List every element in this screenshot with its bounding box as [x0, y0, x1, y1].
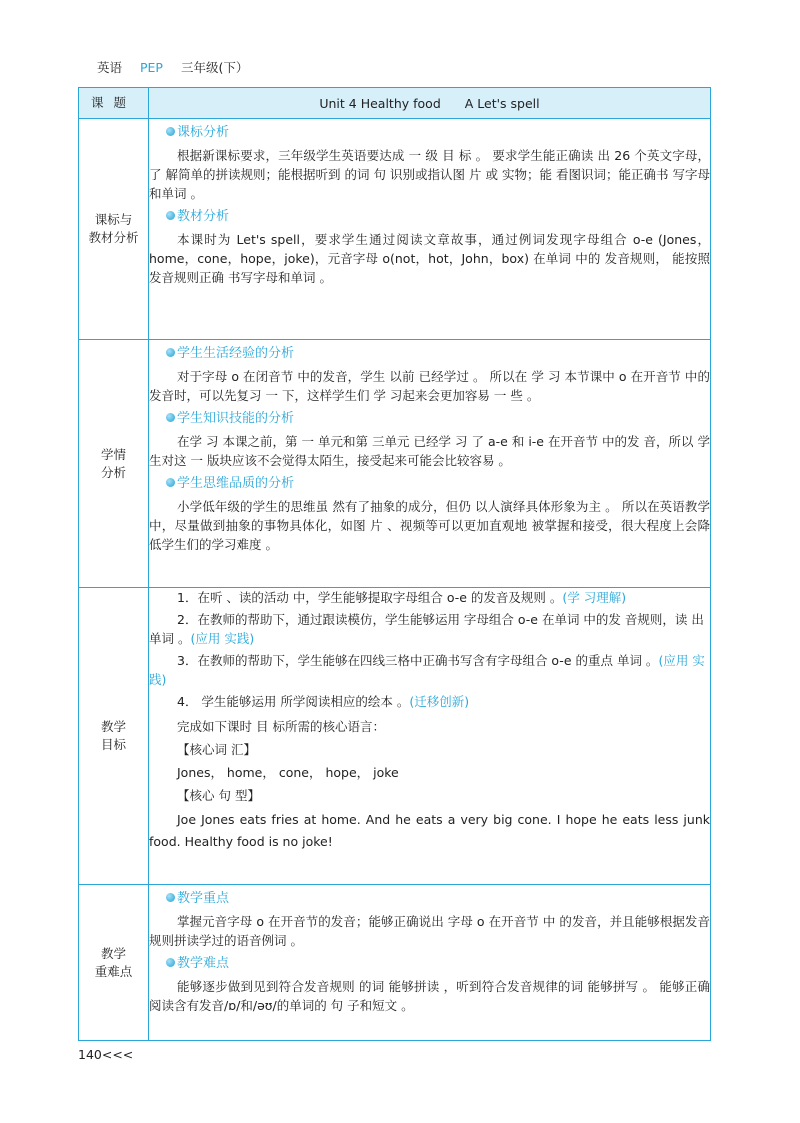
- subject: 英语: [97, 60, 123, 75]
- title-unit: Unit 4 Healthy food: [319, 95, 441, 111]
- sentence-label: 【核心 句 型】: [177, 788, 260, 803]
- objective-item: 3．在教师的帮助下，学生能够在四线三格中正确书写含有字母组合 o-e 的重点 单词 。(应用 实践): [149, 653, 705, 687]
- title-part: A Let's spell: [464, 95, 540, 111]
- section-heading: 学生知识技能的分析: [177, 409, 710, 428]
- curriculum-content: [149, 119, 711, 340]
- section-heading: 学生生活经验的分析: [177, 344, 710, 363]
- edition: PEP: [140, 60, 163, 75]
- section-heading: 教学难点: [177, 954, 710, 973]
- section-heading: 教材分析: [177, 207, 710, 226]
- curriculum-row: [79, 119, 711, 340]
- row-label-objectives: 教学 目标: [79, 588, 149, 885]
- title-label: 课题: [79, 88, 149, 119]
- sentence-list: Joe Jones eats fries at home. And he eats a very big cone. I hope he eats less junk food. Healthy food is no joke!: [149, 812, 710, 849]
- learner-content: [149, 340, 711, 588]
- objective-item: 4． 学生能够运用 所学阅读相应的绘本 。(迁移创新): [177, 694, 470, 709]
- section-heading: 课标分析: [177, 123, 710, 142]
- vocab-list: Jones， home， cone， hope， joke: [177, 765, 399, 780]
- row-label-learner: 学情 分析: [79, 340, 149, 588]
- lesson-plan-table: [78, 87, 711, 1041]
- title-row: [79, 88, 711, 119]
- objective-tag: (学 习理解): [562, 590, 627, 605]
- section-paragraph: 本课时为 Let's spell，要求学生通过阅读文章故事，通过例词发现字母组合 o-e (Jones，home，cone，hope，joke)，元音字母 o(not，hot，John，box) 在单词 中的 发音规则， 能按照发音规则正确 书写字母和单词 。: [149, 232, 710, 285]
- row-label-key-points: 教学 重难点: [79, 885, 149, 1041]
- key-points-content: [149, 885, 711, 1041]
- learner-row: [79, 340, 711, 588]
- grade: 三年级(下）: [180, 60, 249, 75]
- section-paragraph: 小学低年级的学生的思维虽 然有了抽象的成分，但仍 以人演绎具体形象为主 。 所以在英语教学中，尽量做到抽象的事物具体化，如图 片 、视频等可以更加直观地 被掌握和接受，很大程度上会降低学生们的学习难度 。: [149, 499, 710, 552]
- section-paragraph: 对于字母 o 在闭音节 中的发音，学生 以前 已经学过 。 所以在 学 习 本节课中 o 在开音节 中的发音时，可以先复习 一 下，这样学生们 学 习起来会更加容易 一 些 。: [149, 369, 710, 403]
- section-paragraph: 在学 习 本课之前，第 一 单元和第 三单元 已经学 习 了 a-e 和 i-e 在开音节 中的发 音，所以 学生对这 一 版块应该不会觉得太陌生，接受起来可能会比较容易 。: [149, 434, 710, 468]
- section-heading: 教学重点: [177, 889, 710, 908]
- objective-tag: (迁移创新): [409, 694, 470, 709]
- section-heading: 学生思维品质的分析: [177, 474, 710, 493]
- lesson-title: [149, 88, 711, 119]
- objectives-content: [149, 588, 711, 885]
- key-points-row: [79, 885, 711, 1041]
- row-label-curriculum: 课标与 教材分析: [79, 119, 149, 340]
- page-number: 140<<<: [78, 1047, 134, 1062]
- objective-item: 2．在教师的帮助下，通过跟读模仿，学生能够运用 字母组合 o-e 在单词 中的发 音规则，读 出 单词 。(应用 实践): [149, 612, 704, 646]
- section-paragraph: 掌握元音字母 o 在开音节的发音；能够正确说出 字母 o 在开音节 中 的发音，并且能够根据发音规则拼读学过的语音例词 。: [149, 914, 710, 948]
- vocab-label: 【核心词 汇】: [177, 742, 256, 757]
- core-intro: 完成如下课时 目 标所需的核心语言：: [177, 719, 385, 734]
- objective-tag: (应用 实践): [190, 631, 255, 646]
- objectives-row: [79, 588, 711, 885]
- section-paragraph: 根据新课标要求，三年级学生英语要达成 一 级 目 标 。 要求学生能正确读 出 26 个英文字母，了 解简单的拼读规则；能根据听到 的词 句 识别或指认图 片 或 实物；能 看图识词；能正确书 写字母和单词 。: [149, 148, 710, 201]
- objective-tag: (应用 实践): [149, 653, 705, 687]
- page-header: [97, 58, 262, 76]
- section-paragraph: 能够逐步做到见到符合发音规则 的词 能够拼读 ，听到符合发音规律的词 能够拼写 。 能够正确 阅读含有发音/ɒ/和/əʊ/的单词的 句 子和短文 。: [149, 979, 710, 1013]
- objective-item: 1．在听 、读的活动 中，学生能够提取字母组合 o-e 的发音及规则 。(学 习理解): [177, 590, 627, 605]
